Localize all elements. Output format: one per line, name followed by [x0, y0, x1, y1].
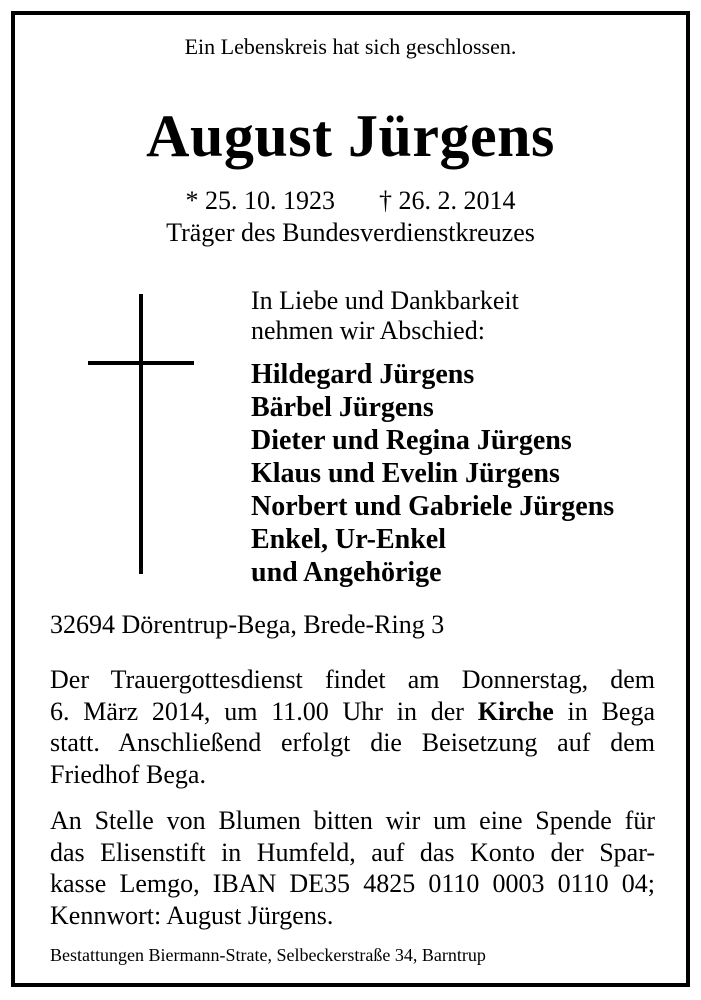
- family-address: 32694 Dörentrup-Bega, Brede-Ring 3: [50, 610, 445, 639]
- donation-paragraph: [50, 805, 655, 931]
- mourner-name: Hildegard Jürgens: [251, 359, 475, 390]
- death-date: † 26. 2. 2014: [379, 186, 516, 215]
- birth-date: * 25. 10. 1923: [185, 186, 335, 215]
- life-dates: [0, 186, 701, 216]
- mourner-name: und Angehörige: [251, 557, 442, 588]
- deceased-name: August Jürgens: [146, 103, 555, 169]
- funeral-home-footer: Bestattungen Biermann-Strate, Selbeckerstraße 34, Barntrup: [50, 945, 486, 965]
- service-line: [50, 696, 655, 728]
- mourner-name: Dieter und Regina Jürgens: [251, 425, 572, 456]
- service-line: Friedhof Bega.: [50, 759, 206, 789]
- mourner-name: Enkel, Ur-Enkel: [251, 524, 446, 555]
- service-line: Der Trauergottesdienst findet am Donnerstag, dem: [50, 665, 655, 694]
- mourning-line: In Liebe und Dankbarkeit: [251, 286, 519, 315]
- honor-line: Träger des Bundesverdienstkreuzes: [166, 218, 535, 247]
- donation-line: kasse Lemgo, IBAN DE35 4825 0110 0003 0110 04;: [50, 869, 655, 898]
- mourning-text: [251, 286, 519, 346]
- mourner-name: Klaus und Evelin Jürgens: [251, 458, 560, 489]
- church-highlight: Kirche: [477, 696, 554, 726]
- cross-vertical-bar: [139, 294, 143, 574]
- service-line: statt. Anschließend erfolgt die Beisetzung auf dem: [50, 728, 655, 757]
- service-text: 6. März 2014, um 11.00 Uhr in der: [50, 696, 478, 726]
- service-text: in Bega: [553, 696, 655, 726]
- donation-line: Kennwort: August Jürgens.: [50, 900, 334, 930]
- funeral-service-paragraph: [50, 664, 655, 790]
- intro-line: Ein Lebenskreis hat sich geschlossen.: [184, 34, 517, 59]
- mourners-list: [251, 358, 614, 589]
- donation-line: An Stelle von Blumen bitten wir um eine Spende für: [50, 806, 655, 835]
- donation-line: das Elisenstift in Humfeld, auf das Konto der Spar-: [50, 837, 655, 867]
- cross-horizontal-bar: [88, 361, 194, 365]
- mourner-name: Norbert und Gabriele Jürgens: [251, 491, 615, 522]
- mourning-line: nehmen wir Abschied:: [251, 316, 485, 345]
- mourner-name: Bärbel Jürgens: [251, 392, 434, 423]
